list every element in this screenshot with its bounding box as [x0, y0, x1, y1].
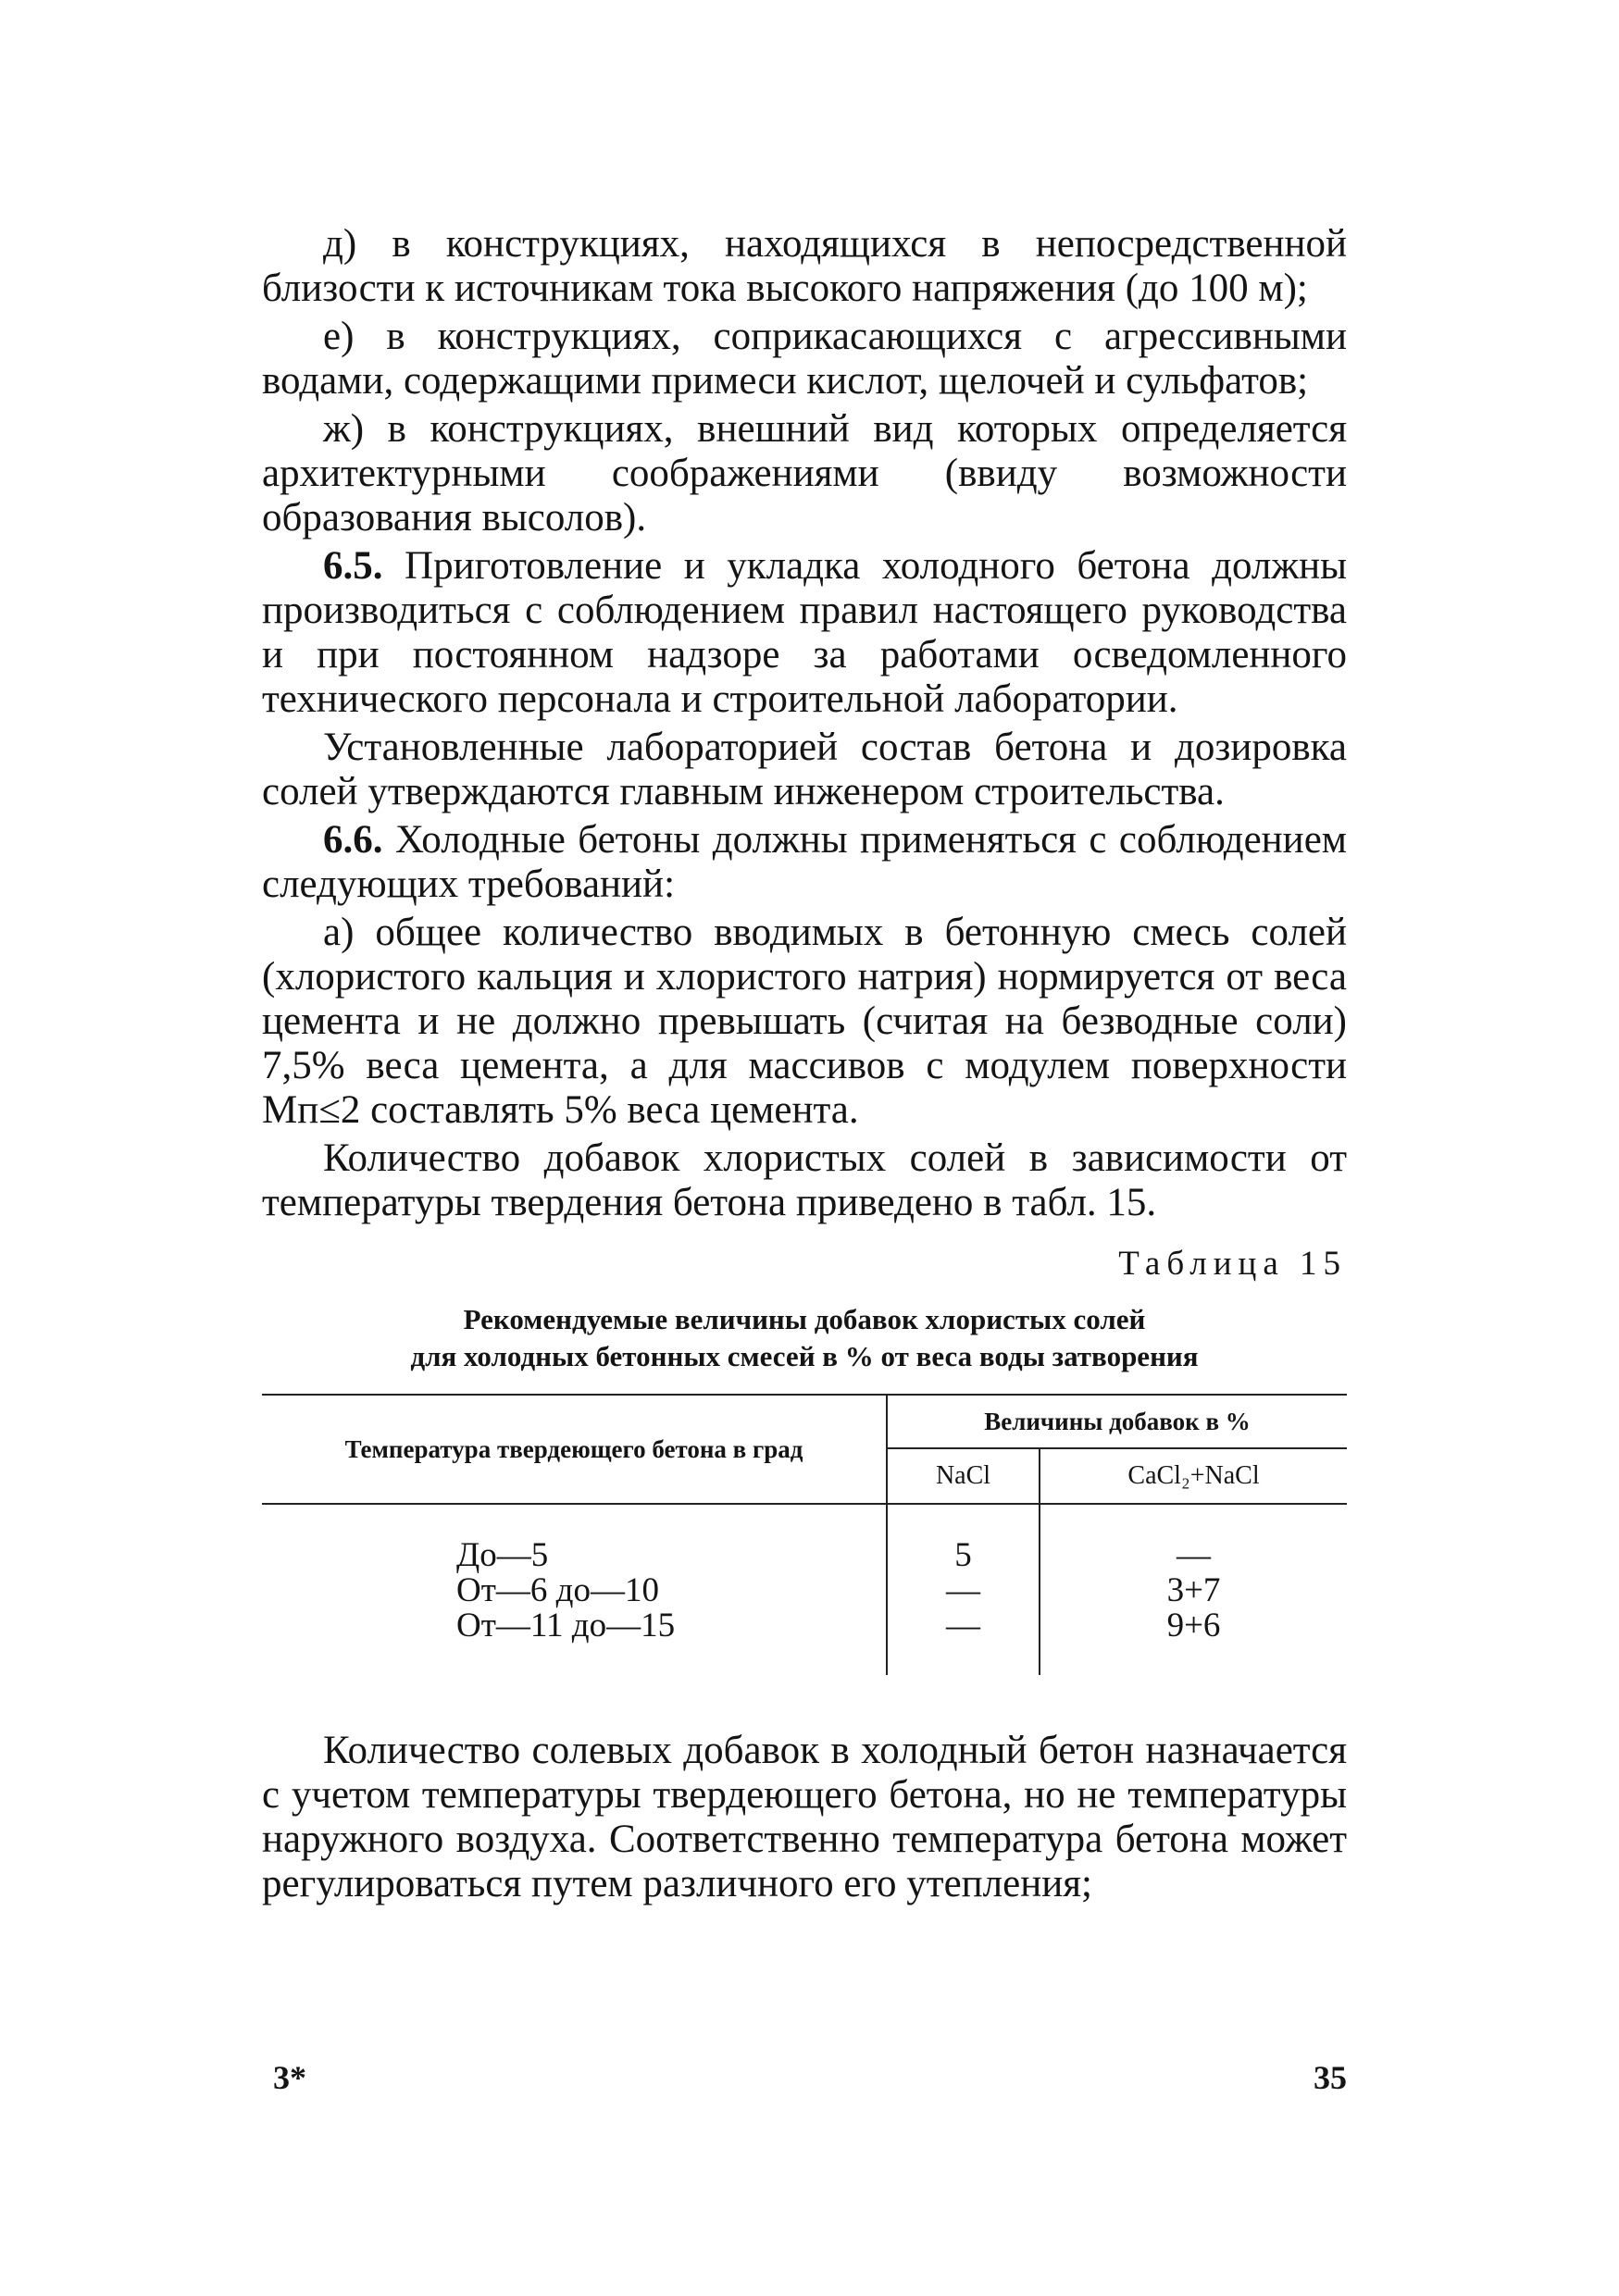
paragraph-d-text: д) в конструкциях, находящихся в непосредственной близости к источникам тока высокого напряжения (до 100 м); [262, 222, 1347, 310]
cell-temperature: От—6 до—10 [262, 1573, 887, 1608]
header-temperature: Температура твердеющего бетона в град [262, 1395, 887, 1504]
section-6-5 [262, 544, 1347, 722]
header-cacl2-nacl: CaCl₂+NaCl [1040, 1448, 1347, 1504]
salt-additives-table [262, 1394, 1347, 1675]
paragraph-e-text: е) в конструкциях, соприкасающихся с агрессивными водами, содержащими примеси кислот, щелочей и сульфатов; [262, 315, 1347, 403]
paragraph-zh [262, 407, 1347, 540]
cell-cacl2-nacl: 9+6 [1166, 1607, 1221, 1644]
section-6-5-text: Приготовление и укладка холодного бетона должны производиться с соблюдением правил настоящего руководства и при постоянном надзоре за работами осведомленного технического персонала и строительной лаборатории. [262, 544, 1347, 721]
table-number-label: Таблица 15 [1118, 1245, 1347, 1283]
cell-temperature: До—5 [262, 1504, 887, 1573]
cell-cacl2-nacl: — [1177, 1536, 1211, 1574]
cell-nacl: 5 [887, 1504, 1040, 1573]
table-row [262, 1608, 1347, 1675]
paragraph-a [262, 911, 1347, 1133]
header-nacl: NaCl [887, 1448, 1040, 1504]
paragraph-lab-approval [262, 726, 1347, 814]
table-row [262, 1573, 1347, 1608]
paragraph-salt-amount [262, 1136, 1347, 1225]
table-title-line-2: для холодных бетонных смесей в % от веса воды затворения [410, 1340, 1199, 1372]
paragraph-salt-amount-text: Количество добавок хлористых солей в зависимости от температуры твердения бетона приведено в табл. 15. [262, 1136, 1347, 1224]
paragraph-d [262, 222, 1347, 311]
table-title-line-1: Рекомендуемые величины добавок хлористых солей [463, 1303, 1146, 1335]
paragraph-zh-text: ж) в конструкциях, внешний вид которых определяется архитектурными соображениями (ввиду возможности образования высолов). [262, 407, 1347, 540]
signature-mark: 3* [273, 2059, 306, 2096]
section-number: 6.6. [323, 818, 383, 862]
paragraph-e [262, 315, 1347, 403]
cell-nacl: — [887, 1573, 1040, 1608]
paragraph-salt-dosing: Количество солевых добавок в холодный бетон назначается с учетом температуры твердеющего бетона, но не температуры наружного воздуха. Соответственно температура бетона может регулироваться путем различного его утепления; [262, 1729, 1347, 1905]
paragraph-lab-approval-text: Установленные лабораторией состав бетона и дозировка солей утверждаются главным инженером строительства. [262, 726, 1347, 813]
document-page [262, 222, 1347, 1906]
table-title [262, 1301, 1347, 1375]
cell-nacl: — [887, 1608, 1040, 1675]
section-6-6-text: Холодные бетоны должны применяться с соблюдением следующих требований: [262, 818, 1347, 906]
section-6-6 [262, 818, 1347, 907]
section-number: 6.5. [323, 544, 383, 588]
header-additive-values: Величины добавок в % [887, 1395, 1347, 1448]
cell-cacl2-nacl: 3+7 [1166, 1571, 1221, 1609]
paragraph-a-text: а) общее количество вводимых в бетонную смесь солей (хлористого кальция и хлористого натрия) нормируется от веса цемента и не должно превышать (считая на безводные соли) 7,5% веса цемента, а для массивов с модулем поверхности Mп≤2 составлять 5% веса цемента. [262, 911, 1347, 1132]
page-number: 35 [1314, 2059, 1347, 2096]
table-row [262, 1504, 1347, 1573]
cell-temperature: От—11 до—15 [262, 1608, 887, 1675]
